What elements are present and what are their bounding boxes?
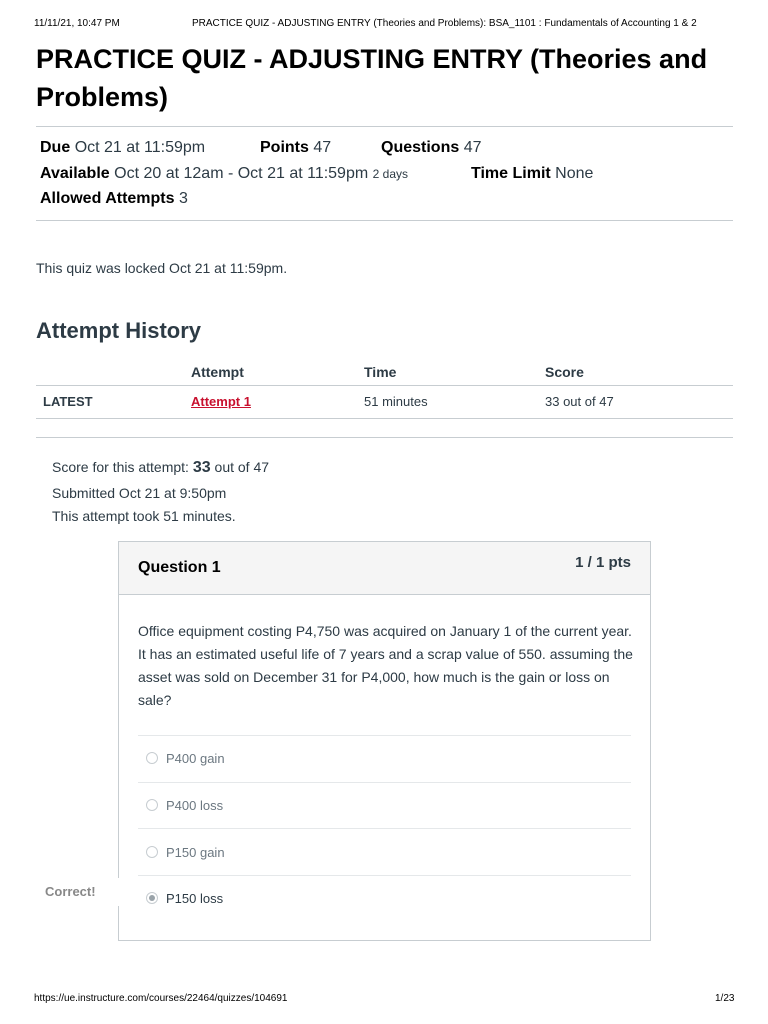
due-label: Due — [40, 139, 71, 156]
question-title: Question 1 — [138, 559, 221, 576]
time-limit-label: Time Limit — [471, 165, 551, 182]
row-label: LATEST — [43, 394, 93, 409]
questions-label: Questions — [381, 139, 460, 156]
answer-label: P400 gain — [166, 751, 225, 766]
points-label: Points — [260, 139, 309, 156]
print-header — [0, 18, 768, 32]
answer-label: P150 loss — [166, 891, 224, 906]
correct-answer-tag: Correct! — [36, 878, 120, 906]
answer-divider — [138, 782, 631, 783]
attempt-link[interactable]: Attempt 1 — [191, 394, 251, 409]
column-header-attempt: Attempt — [191, 364, 244, 380]
available-value: Oct 20 at 12am - Oct 21 at 11:59pm — [114, 165, 369, 182]
table-header-divider — [36, 385, 733, 386]
quiz-points — [260, 139, 331, 157]
quiz-available — [40, 165, 408, 183]
attempts-value: 3 — [178, 190, 188, 207]
answer-option[interactable] — [166, 845, 225, 860]
question-card — [118, 541, 651, 941]
divider — [36, 437, 733, 438]
answer-option-selected[interactable] — [166, 891, 223, 906]
column-header-score: Score — [545, 364, 584, 380]
score-prefix: Score for this attempt: — [52, 459, 189, 475]
questions-value: 47 — [463, 139, 482, 156]
divider — [36, 126, 733, 127]
quiz-attempts — [40, 190, 188, 208]
answer-option[interactable] — [166, 798, 223, 813]
answer-option[interactable] — [166, 751, 225, 766]
table-row-divider — [36, 418, 733, 419]
locked-message: This quiz was locked Oct 21 at 11:59pm. — [36, 260, 288, 276]
due-value: Oct 21 at 11:59pm — [74, 139, 206, 156]
available-duration: 2 days — [372, 167, 408, 181]
quiz-due — [40, 139, 205, 157]
score-value: 33 — [192, 459, 211, 476]
radio-icon[interactable] — [146, 846, 158, 858]
print-timestamp: 11/11/21, 10:47 PM — [34, 18, 120, 29]
attempts-label: Allowed Attempts — [40, 190, 175, 207]
answer-label: P400 loss — [166, 798, 224, 813]
radio-icon[interactable] — [146, 799, 158, 811]
question-points: 1 / 1 pts — [575, 554, 631, 571]
quiz-questions — [381, 139, 481, 157]
time-limit-value: None — [555, 165, 594, 182]
available-label: Available — [40, 165, 110, 182]
question-text: Office equipment costing P4,750 was acquired on January 1 of the current year. It has an estimated useful life of 7 years and a scrap value of 550. assuming the asset was sold on December 31 for P4,000, how much is the gain or loss on sale? — [138, 623, 633, 708]
quiz-time-limit — [471, 165, 593, 183]
print-page-number: 1/23 — [715, 993, 735, 1004]
score-summary — [52, 459, 269, 477]
column-header-time: Time — [364, 364, 397, 380]
attempt-history-heading: Attempt History — [36, 318, 202, 343]
score-suffix: out of 47 — [214, 459, 270, 475]
radio-icon[interactable] — [146, 752, 158, 764]
duration-text: This attempt took 51 minutes. — [52, 508, 236, 524]
print-page-title: PRACTICE QUIZ - ADJUSTING ENTRY (Theories and Problems): BSA_1101 : Fundamentals of Accounting 1 & 2 — [192, 18, 697, 29]
answer-divider — [138, 875, 631, 876]
answer-label: P150 gain — [166, 845, 225, 860]
print-url: https://ue.instructure.com/courses/22464/quizzes/104691 — [34, 993, 288, 1004]
submitted-text: Submitted Oct 21 at 9:50pm — [52, 485, 227, 501]
answer-divider — [138, 735, 631, 736]
radio-checked-icon[interactable] — [146, 892, 158, 904]
row-score: 33 out of 47 — [545, 394, 614, 409]
row-time: 51 minutes — [364, 394, 428, 409]
answer-divider — [138, 828, 631, 829]
question-header — [119, 542, 650, 595]
quiz-title: PRACTICE QUIZ - ADJUSTING ENTRY (Theories and Problems) — [36, 44, 708, 112]
points-value: 47 — [313, 139, 332, 156]
divider — [36, 220, 733, 221]
